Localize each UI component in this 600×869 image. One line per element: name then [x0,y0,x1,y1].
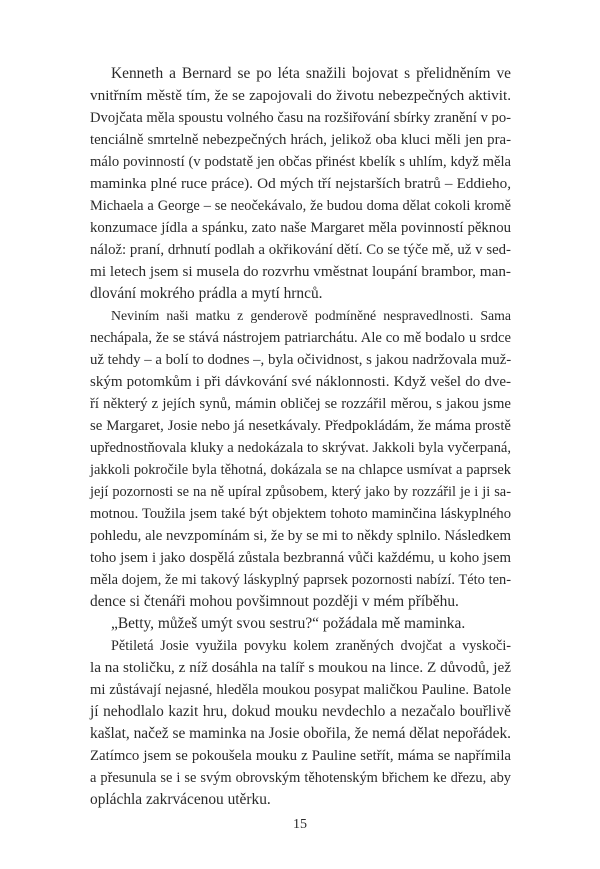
text-line: měla dojem, že mi takový láskyplný paprsek pozornosti nabízí. Této ten- [90,572,511,588]
text-line: ským potomkům i při dávkování své náklonnosti. Když vešel do dve- [90,374,511,390]
text-line: Kenneth a Bernard se po léta snažili bojovat s přelidněním ve [111,65,511,82]
text-line: nechápala, že se stává nástrojem patriarchátu. Ale co mě bodalo u srdce [90,330,511,346]
text-line: dence si čtenáři mohou povšimnout později v mém příběhu. [90,593,459,610]
text-line: mi letech jsem si musela do rozvrhu vměstnat loupání brambor, man- [90,263,511,280]
text-line: jí nehodlalo kazit hru, dokud mouku nevdechlo a nezačalo bouřlivě [90,703,511,720]
text-line: Michaela a George – se neočekávalo, že budou doma dělat cokoli kromě [90,198,511,214]
page-number: 15 [293,817,307,832]
text-line: mi zůstávají nejasné, hleděla moukou posypat maličkou Pauline. Batole [90,682,511,698]
text-line: „Betty, můžeš umýt svou sestru?“ požádala mě maminka. [111,615,466,632]
text-line: a přesunula se i se svým obrovským těhotenským břichem ke dřezu, aby [90,770,511,786]
text-line: Dvojčata měla spoustu volného času na rozšiřování sbírky zranění v po- [90,110,511,126]
text-line: málo povinností (v podstatě jen občas přinést kbelík s uhlím, když měla [90,154,511,170]
text-line: tenciálně smrtelně nebezpečných hrách, jelikož oba kluci měli jen pra- [90,132,511,148]
text-line: ří některý z jejích synů, mámin obličej se rozzářil měrou, s jakou jsme [90,396,511,412]
text-line: kašlat, načež se maminka na Josie obořila, že nemá dělat nepořádek. [90,725,511,742]
text-line: Neviním naši matku z genderově podmíněné nespravedlnosti. Sama [111,308,511,323]
text-line: už tehdy – a bolí to dodnes –, byla očividnost, s jakou nadržovala muž- [90,352,512,368]
text-line: Pětiletá Josie využila povyku kolem zraněných dvojčat a vyskoči- [111,638,511,654]
paragraph [90,63,511,305]
text-line: motnou. Toužila jsem také být objektem tohoto maminčina láskyplného [90,506,511,522]
text-line: la na stoličku, z níž dosáhla na talíř s moukou na lince. Z důvodů, jež [90,659,511,676]
paragraph [90,305,511,613]
text-line: Zatímco jsem se pokoušela mouku z Pauline setřít, máma se napřímila [90,748,511,764]
text-line: opláchla zakrvácenou utěrku. [90,791,271,808]
text-line: konzumace jídla a spánku, zato naše Margaret měla povinností pěknou [90,220,511,236]
text-line: nálož: praní, drhnutí podlah a okřikování dětí. Co se týče mě, už v sed- [90,242,511,258]
text-line: maminka plné ruce práce). Od mých tří nejstarších bratrů – Eddieho, [90,175,511,192]
text-line: dlování mokrého prádla a mytí hrnců. [90,285,323,302]
text-line: toho jsem i jako dospělá zůstala bezbranná vůči každému, u koho jsem [90,550,511,566]
text-line: vnitřním městě tím, že se zapojovali do životu nebezpečných aktivit. [90,87,511,104]
text-line: upřednostňovala kluky a nedokázala to skrývat. Jakkoli byla vyčerpaná, [90,440,511,456]
text-line: pohledu, ale nevzpomínám si, že by se mi to někdy splnilo. Následkem [90,528,511,544]
text-line: její pozornosti se na ně upíral způsobem, který jako by rozzářil je i ji sa- [90,484,511,500]
text-line: jakkoli pokročile byla těhotná, dokázala se na chlapce usmívat a paprsek [90,462,511,478]
text-line: se Margaret, Josie nebo já nesetkávaly. Předpokládám, že máma prostě [90,418,511,434]
body-text [90,63,511,811]
paragraph [90,613,511,635]
paragraph [90,635,511,811]
